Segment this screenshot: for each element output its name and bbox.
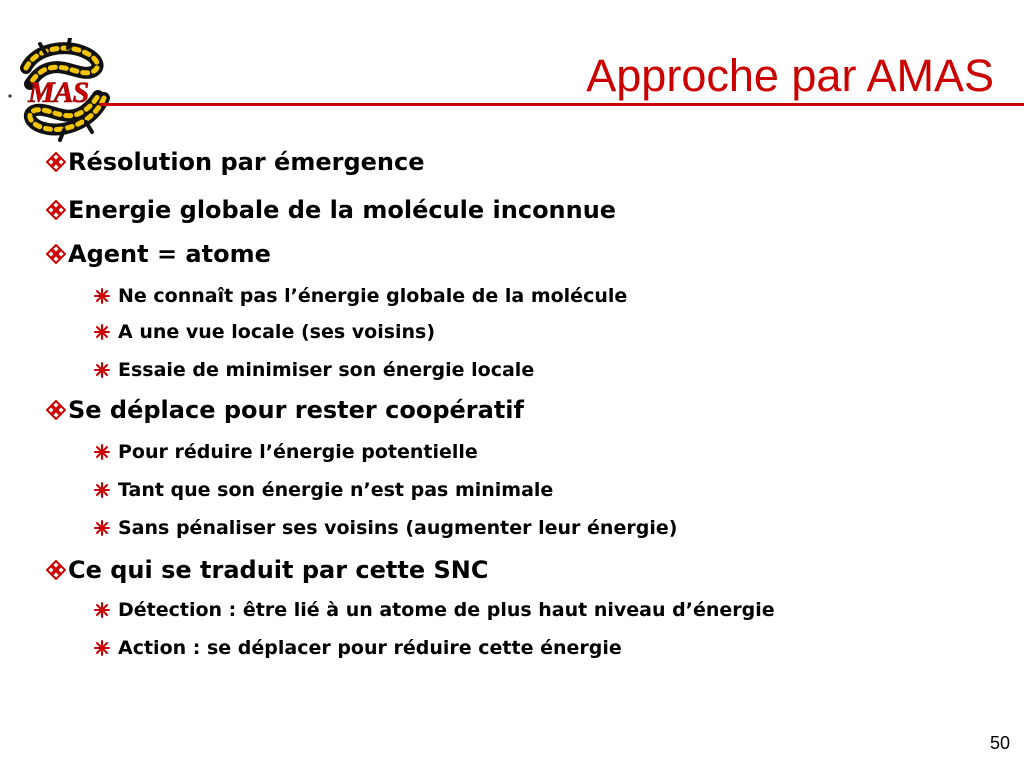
logo-text: MAS [28,76,89,109]
asterisk-icon [94,282,118,310]
sub-bullet-item [94,476,553,504]
title-divider [100,103,1024,106]
bullet-text: Détection : être lié à un atome de plus haut niveau d’énergie [118,599,775,621]
mas-logo [6,38,124,144]
diamond-quad-icon [46,194,68,226]
bullet-item [46,394,524,426]
bullet-text: Tant que son énergie n’est pas minimale [118,479,554,501]
bullet-text: Ne connaît pas l’énergie globale de la molécule [118,285,628,307]
diamond-quad-icon [46,394,68,426]
sub-bullet-item [94,356,534,384]
bullet-text: Agent = atome [68,240,271,268]
sub-bullet-item [94,514,677,542]
bullet-text: Energie globale de la molécule inconnue [68,196,617,224]
bullet-item [46,194,616,226]
bullet-text: Action : se déplacer pour réduire cette énergie [118,637,622,659]
bullet-item [46,238,271,270]
bullet-text: Résolution par émergence [68,148,425,176]
asterisk-icon [94,514,118,542]
bullet-text: A une vue locale (ses voisins) [118,321,436,343]
salamander-logo-icon [6,38,124,144]
asterisk-icon [94,596,118,624]
bullet-item [46,554,488,586]
bullet-text: Essaie de minimiser son énergie locale [118,359,535,381]
diamond-quad-icon [46,238,68,270]
asterisk-icon [94,318,118,346]
sub-bullet-item [94,596,775,624]
asterisk-icon [94,634,118,662]
asterisk-icon [94,476,118,504]
bullet-item [46,146,424,178]
diamond-quad-icon [46,146,68,178]
bullet-text: Pour réduire l’énergie potentielle [118,441,478,463]
asterisk-icon [94,356,118,384]
sub-bullet-item [94,282,627,310]
bullet-text: Sans pénaliser ses voisins (augmenter leur énergie) [118,517,678,539]
asterisk-icon [94,438,118,466]
sub-bullet-item [94,438,478,466]
sub-bullet-item [94,634,622,662]
slide-title: Approche par AMAS [586,50,994,101]
diamond-quad-icon [46,554,68,586]
bullet-text: Se déplace pour rester coopératif [68,396,524,424]
page-number: 50 [989,733,1010,753]
sub-bullet-item [94,318,435,346]
bullet-text: Ce qui se traduit par cette SNC [68,556,489,584]
